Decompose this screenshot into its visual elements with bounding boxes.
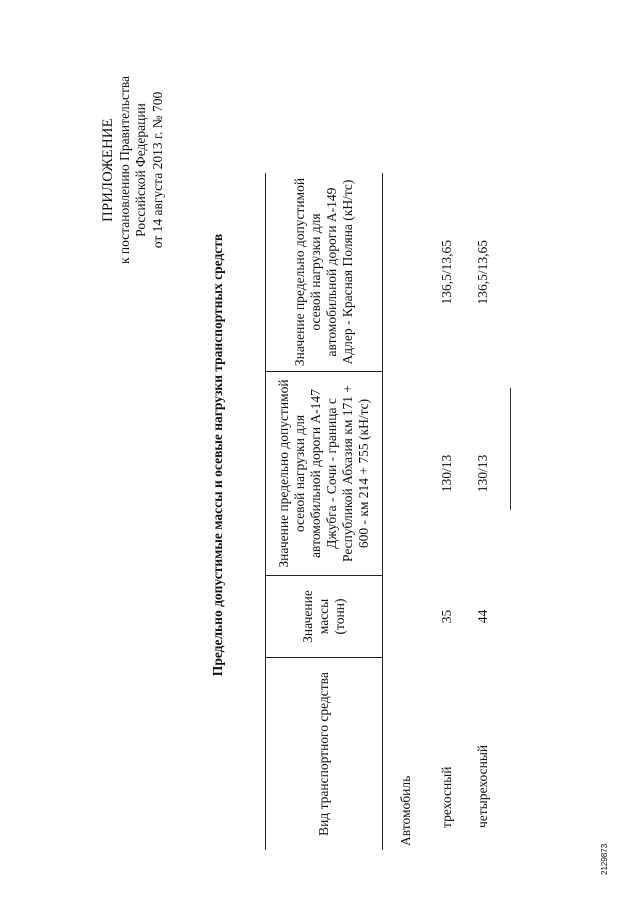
appendix-line-2: Российской Федерации bbox=[133, 103, 148, 237]
table-group-row bbox=[383, 173, 430, 850]
appendix-title: ПРИЛОЖЕНИЕ bbox=[100, 118, 116, 222]
appendix-header bbox=[100, 60, 166, 280]
document-title: Предельно допустимые массы и осевые нагрузки транспортных средств bbox=[210, 233, 225, 677]
table-row bbox=[465, 173, 501, 850]
cell-mass: 35 bbox=[439, 609, 454, 624]
cell-load-a147: 130/13 bbox=[475, 454, 490, 493]
table-header-row bbox=[266, 173, 383, 850]
header-load-a147: Значение предельно допустимой осевой нагрузки для автомобильной дороги А-147 Джубга - Сочи - граница с Республикой Абхазия км 171 + 600 - км 214 + 755 (кН/тс) bbox=[266, 372, 383, 576]
signature-divider-line bbox=[510, 388, 511, 510]
header-load-a149: Значение предельно допустимой осевой нагрузки для автомобильной дороги А-149 Адлер - Красная Поляна (кН/тс) bbox=[266, 173, 383, 372]
group-label: Автомобиль bbox=[398, 775, 413, 846]
appendix-line-1: к постановлению Правительства bbox=[116, 75, 132, 265]
table-row bbox=[429, 173, 465, 850]
mass-load-table bbox=[265, 173, 501, 850]
cell-load-a149: 136,5/13,65 bbox=[439, 240, 454, 305]
header-mass: Значение массы (тонн) bbox=[266, 576, 383, 658]
document-code: 2129873 bbox=[600, 843, 609, 875]
header-vehicle-type: Вид транспортного средства bbox=[266, 658, 383, 851]
cell-load-a147: 130/13 bbox=[439, 454, 454, 493]
cell-vehicle-type: трехосный bbox=[439, 766, 454, 828]
appendix-line-3: от 14 августа 2013 г. № 700 bbox=[149, 91, 165, 249]
cell-load-a149: 136,5/13,65 bbox=[475, 240, 490, 305]
cell-mass: 44 bbox=[475, 609, 490, 624]
cell-vehicle-type: четырехосный bbox=[475, 744, 490, 828]
